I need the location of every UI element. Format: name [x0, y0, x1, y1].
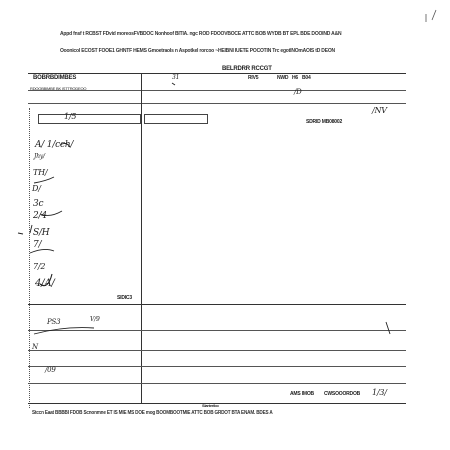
- left-heading: BOBRBDIMBES: [33, 75, 77, 81]
- hand-row-13: N: [32, 343, 38, 351]
- stroke-3: [40, 211, 62, 215]
- col-label-d: H6: [292, 75, 298, 81]
- hand-row-4: D/: [32, 184, 41, 193]
- footer-line: Stccn Eaat BBBBI FDOB Scnonmne ET IS MIE MS DOE mog BOOMBOOTMIE ATTC BOB GRDOT BTA ENAM. BDES A: [32, 410, 273, 416]
- stroke-4: [30, 225, 32, 233]
- hand-row-15: 1/3/: [372, 388, 387, 397]
- header-line-1: Appd fnsf t RCBST FDvid moreosFVBDOC Nonhoof BITIA. ngc ROD FDOOVBOCE ATTC BOB WYDB BT EPL BDE DOOIND A&N: [60, 31, 342, 37]
- col-label-a: 31: [172, 74, 180, 81]
- stroke-6: [40, 274, 52, 286]
- hand-row-7: S/H: [33, 228, 50, 238]
- hand-row-3: TH/: [33, 168, 48, 177]
- count-label: SIDIC3: [117, 295, 132, 301]
- col-label-e: B04: [302, 75, 311, 81]
- stroke-7: [34, 328, 94, 334]
- signature-label: Slarteribo: [202, 403, 219, 408]
- hand-row-1: A/ 1/cch/: [35, 140, 74, 150]
- footer-label-1: AMS IMOB: [290, 391, 314, 397]
- value-box-left-text: 1/5: [64, 112, 77, 121]
- stroke-9: [172, 83, 175, 85]
- amount-right: /NV: [372, 106, 387, 115]
- a-note: /D: [294, 88, 302, 96]
- stroke-2: [34, 177, 54, 183]
- stroke-5: [30, 249, 54, 253]
- hand-row-11: PS3: [47, 318, 61, 326]
- left-subheading: RDOOBBIMBE BK ISTTRODEOO: [30, 86, 87, 91]
- col-label-b: RIV5: [248, 75, 259, 81]
- hand-row-2: Jhy/: [34, 153, 45, 160]
- mid-label: SDRID MB08002: [306, 119, 343, 125]
- hand-row-9: 4/A/: [35, 278, 55, 289]
- hand-row-8: 7/: [33, 240, 42, 250]
- hand-row-12: V/9: [90, 316, 100, 323]
- header-line-2: Ooonicol ECOST FOOE1 GHNTF HEMS GmoetraoIs n Aspotkel rorcoo ~HEIBNI IUETE POCOTIN Trc egotINOmAOIS tD DEON: [60, 48, 335, 54]
- hand-row-10: 7/2: [33, 262, 46, 271]
- stroke-11: [18, 233, 23, 234]
- footer-label-2: CWSOOORDOB: [324, 391, 361, 397]
- form-title: BELRDRR RCCGT: [222, 66, 272, 72]
- hand-row-5: 3c: [33, 199, 44, 209]
- hand-row-6: 2/4: [33, 211, 47, 221]
- stroke-10: [426, 10, 436, 22]
- stroke-8: [386, 322, 390, 334]
- stroke-1: [60, 143, 70, 147]
- col-label-c: NWD: [277, 75, 289, 81]
- hand-row-14: /09: [45, 366, 56, 374]
